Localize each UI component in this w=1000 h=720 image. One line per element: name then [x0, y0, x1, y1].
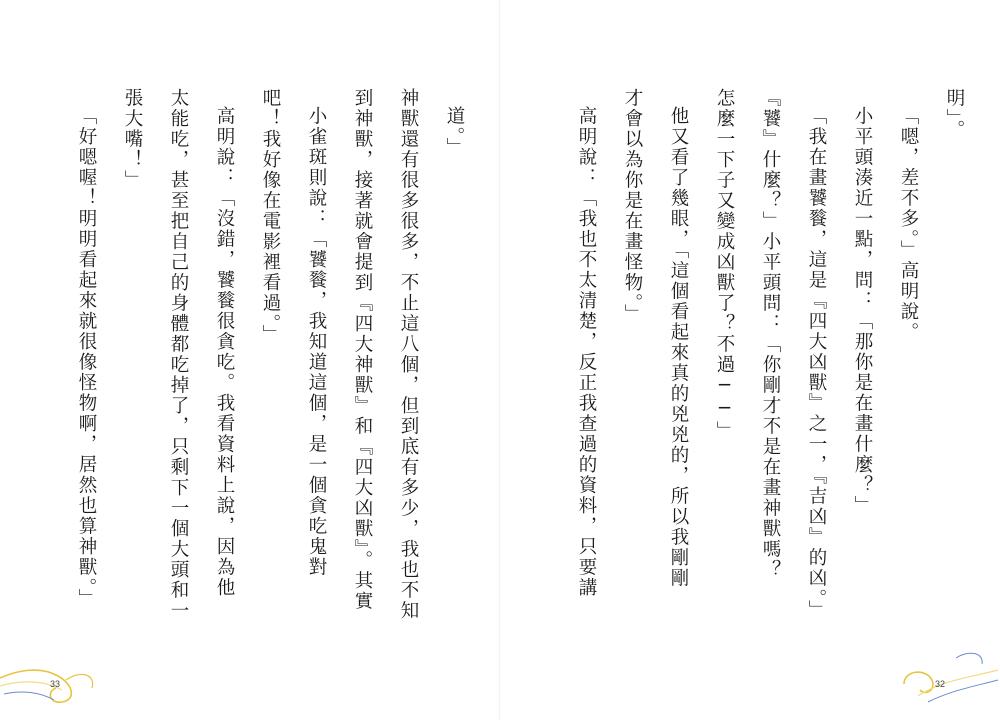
text-column: 太能吃，甚至把自己的身體都吃掉了，只剩下一個大頭和一 — [168, 88, 189, 621]
text-column: 『饕』什麼？」小平頭問：「你剛才不是在畫神獸嗎？ — [760, 88, 781, 580]
text-column: 明」。 — [944, 88, 965, 141]
text-column: 怎麼一下子又變成凶獸了？不過──」 — [714, 88, 735, 442]
page-number: 32 — [935, 679, 946, 689]
text-column: 「嗯，差不多。」高明說。 — [898, 106, 919, 343]
text-column: 吧！我好像在電影裡看過。」 — [260, 88, 281, 346]
right-page — [500, 0, 1000, 720]
text-column: 高明說：「沒錯，饕餮很貪吃。我看資料上說，因為他 — [214, 106, 235, 598]
text-column: 「我在畫饕餮，這是『四大凶獸』之一，『吉凶』的凶。」 — [806, 106, 827, 621]
text-column: 張大嘴！」 — [122, 88, 143, 191]
page-number: 33 — [50, 679, 61, 689]
swirl-ornament-left — [0, 640, 110, 710]
right-text-area — [576, 88, 984, 628]
text-column: 「好嗯喔！明明看起來就很像怪物啊，居然也算神獸。」 — [76, 106, 97, 610]
text-column: 小雀斑則說：「饕餮，我知道這個，是一個貪吃鬼對 — [306, 106, 327, 578]
text-column: 才會以為你是在畫怪物。」 — [622, 88, 643, 325]
text-column: 神獸還有很多很多，不止這八個，但到底有多少，我也不知 — [398, 88, 419, 621]
text-column: 小平頭湊近一點，問：「那你是在畫什麼？」 — [852, 106, 873, 516]
swirl-ornament-right — [898, 640, 998, 710]
text-column: 他又看了幾眼，「這個看起來真的兇兇的，所以我剛剛 — [668, 106, 689, 589]
left-text-area — [44, 88, 484, 628]
text-column: 到神獸，接著就會提到『四大神獸』和『四大凶獸』。其實 — [352, 88, 373, 612]
text-column: 高明說：「我也不太清楚，反正我查過的資料，只要講 — [576, 106, 597, 598]
text-column: 道。」 — [444, 106, 465, 159]
